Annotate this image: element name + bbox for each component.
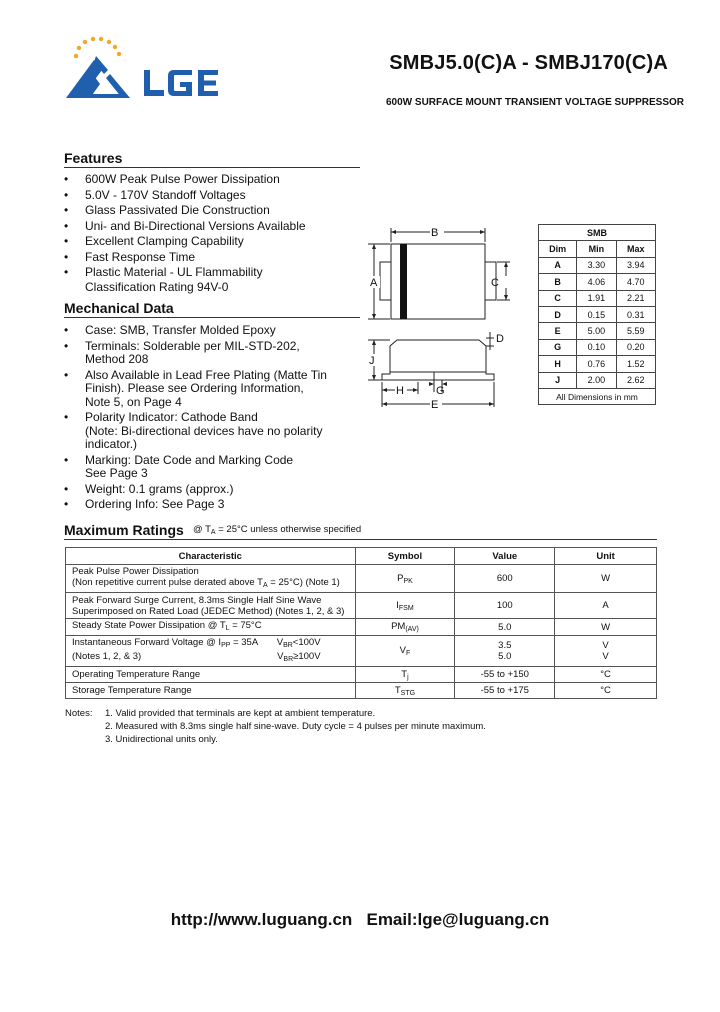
notes-label: Notes: <box>65 708 93 719</box>
list-item: • Ordering Info: See Page 3 <box>64 498 364 512</box>
dim-label-j: J <box>369 355 375 367</box>
table-row: G 0.10 0.20 <box>539 339 656 355</box>
cathode-band <box>400 244 407 319</box>
table-row: B 4.06 4.70 <box>539 274 656 290</box>
list-item: • Marking: Date Code and Marking Code See Page 3 <box>64 454 364 481</box>
table-row: Operating Temperature Range $T_j$ -55 to +150 °C <box>66 667 657 683</box>
part-subtitle: 600W SURFACE MOUNT TRANSIENT VOLTAGE SUPPRESSOR <box>386 97 684 108</box>
table-row: D 0.15 0.31 <box>539 306 656 322</box>
dim-label-e: E <box>431 399 439 411</box>
table-row: Peak Forward Surge Current, 8.3ms Single Half Sine Wave Superimposed on Rated Load (JEDEC Method) (Notes 1, 2, & 3) $I_{FSM}$ 100 A <box>66 593 657 619</box>
mechanical-list <box>64 324 364 512</box>
package-name: SMB <box>539 225 656 241</box>
table-row: C 1.91 2.21 <box>539 290 656 306</box>
column-header: Unit <box>555 548 657 565</box>
dim-label-h: H <box>396 385 404 397</box>
table-row: A 3.30 3.94 <box>539 257 656 273</box>
list-item: • Terminals: Solderable per MIL-STD-202, Method 208 <box>64 340 364 367</box>
dim-label-c: C <box>491 277 499 289</box>
ratings-table <box>65 547 657 699</box>
part-number-title: SMBJ5.0(C)A - SMBJ170(C)A <box>389 52 668 74</box>
list-item: • Uni- and Bi-Directional Versions Available <box>64 219 364 235</box>
column-header: Dim <box>539 241 577 257</box>
ratings-heading: Maximum Ratings <box>64 522 184 538</box>
ratings-rule <box>64 539 657 540</box>
terminal-left <box>380 262 391 300</box>
list-item: • Also Available in Lead Free Plating (Matte Tin Finish). Please see Ordering Information, Note 5, on Page 4 <box>64 369 364 410</box>
company-logo <box>64 36 234 104</box>
column-header: Characteristic <box>66 548 356 565</box>
footer-contact: http://www.luguang.cn Email:lge@luguang.cn <box>170 910 550 929</box>
list-item: • Fast Response Time <box>64 250 364 266</box>
dim-label-d: D <box>496 333 504 345</box>
column-header: Symbol <box>355 548 455 565</box>
column-header: Max <box>616 241 655 257</box>
note-item: 3. Unidirectional units only. <box>105 734 218 745</box>
note-item: 2. Measured with 8.3ms single half sine-wave. Duty cycle = 4 pulses per minute maximum. <box>105 721 486 732</box>
dimensions-table <box>538 224 656 405</box>
dimensions-footnote: All Dimensions in mm <box>539 388 656 404</box>
table-row: Peak Pulse Power Dissipation (Non repetitive current pulse derated above $T_A = 25^\circ C$) (Note 1) $P_{PK}$ 600 W <box>66 565 657 593</box>
dim-label-a: A <box>370 277 378 289</box>
features-list <box>64 172 364 296</box>
features-rule <box>64 167 360 168</box>
list-item: • Plastic Material - UL Flammability Classification Rating 94V-0 <box>64 265 364 296</box>
dim-label-g: G <box>436 385 445 397</box>
ratings-condition: @ $T_A = 25^\circ C$ unless otherwise specified <box>193 524 362 536</box>
list-item: • 600W Peak Pulse Power Dissipation <box>64 172 364 188</box>
table-row: J 2.00 2.62 <box>539 372 656 388</box>
table-row: Storage Temperature Range $T_{STG}$ -55 to +175 °C <box>66 683 657 699</box>
mechanical-rule <box>64 317 360 318</box>
list-item: • Weight: 0.1 grams (approx.) <box>64 483 364 497</box>
logo-mark-icon <box>64 36 234 104</box>
list-item: • Glass Passivated Die Construction <box>64 203 364 219</box>
table-row: H 0.76 1.52 <box>539 356 656 372</box>
list-item: • 5.0V - 170V Standoff Voltages <box>64 188 364 204</box>
list-item: • Case: SMB, Transfer Molded Epoxy <box>64 324 364 338</box>
dim-label-b: B <box>431 227 439 239</box>
package-outline-diagram <box>360 222 520 417</box>
list-item: • Excellent Clamping Capability <box>64 234 364 250</box>
table-row: Steady State Power Dissipation @ $T_L = 75^\circ C$ $PM_{(AV)}$ 5.0 W <box>66 619 657 636</box>
table-row: Instantaneous Forward Voltage @ $I_{PP} = 35A$ $V_{BR}<100V$ (Notes 1, 2, & 3) $V_{BR}\ge 100V$ $V_F$ 3.5 5.0 V V <box>66 636 657 667</box>
column-header: Value <box>455 548 555 565</box>
column-header: Min <box>577 241 616 257</box>
mechanical-heading: Mechanical Data <box>64 300 174 316</box>
table-row: E 5.00 5.59 <box>539 323 656 339</box>
notes <box>65 707 486 746</box>
note-item: 1. Valid provided that terminals are kept at ambient temperature. <box>105 708 376 719</box>
list-item: • Polarity Indicator: Cathode Band (Note: Bi-directional devices have no polarity indicator.) <box>64 411 364 452</box>
features-heading: Features <box>64 150 123 166</box>
